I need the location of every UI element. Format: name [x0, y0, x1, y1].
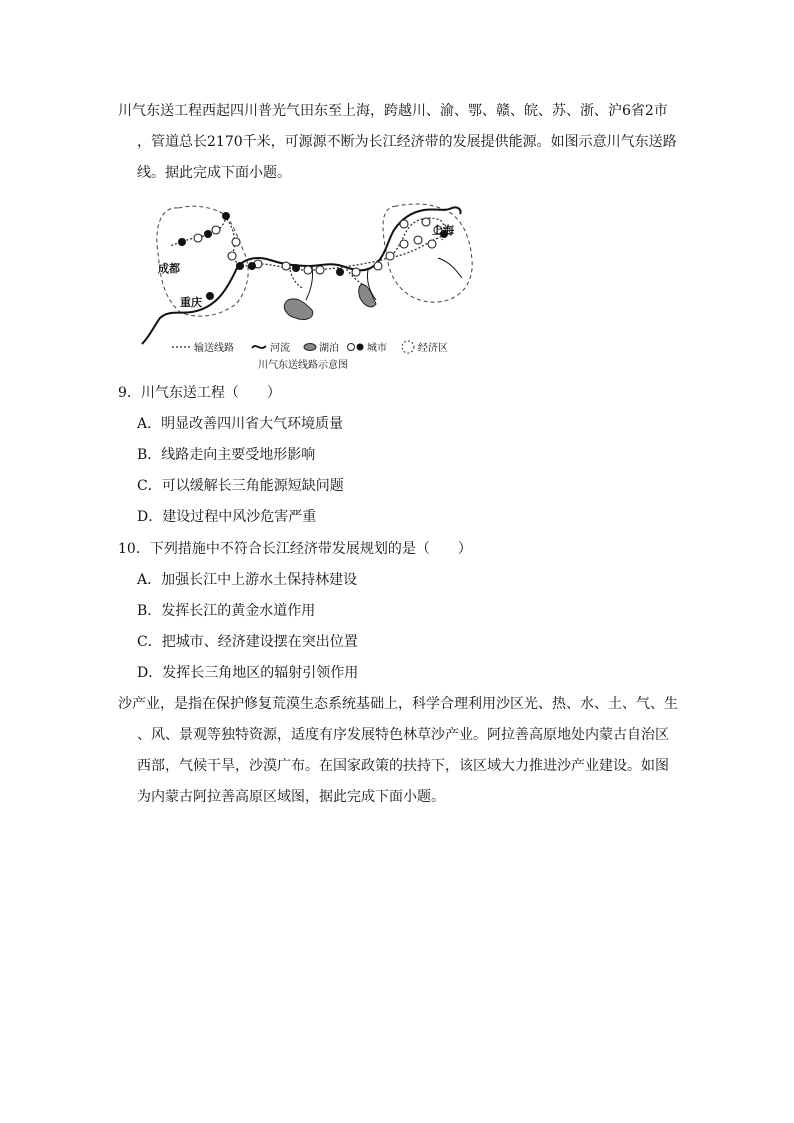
legend-river-label: 河流 — [270, 343, 290, 354]
q10-option-c: C．把城市、经济建设摆在突出位置 — [137, 634, 358, 650]
q9-option-b: B．线路走向主要受地形影响 — [137, 447, 316, 463]
intro-passage-2 — [118, 689, 678, 813]
legend-zone-label: 经济区 — [418, 343, 448, 354]
intro2-line-4: 为内蒙古阿拉善高原区域图，据此完成下面小题。 — [137, 789, 445, 805]
intro2-line-1: 沙产业，是指在保护修复荒漠生态系统基础上，科学合理利用沙区光、热、水、土、气、生 — [118, 696, 678, 712]
intro-passage-1 — [118, 96, 678, 189]
pipeline-map-svg — [140, 200, 485, 375]
map-caption: 川气东送线路示意图 — [258, 360, 348, 371]
q9-option-d: D．建设过程中风沙危害严重 — [137, 509, 317, 525]
city-label-chongqing: 重庆 — [180, 296, 202, 309]
question-10-stem: 10．下列措施中不符合长江经济带发展规划的是（ ） — [118, 541, 472, 557]
legend-city-label: 城市 — [367, 343, 387, 354]
legend-lake-label: 湖泊 — [319, 343, 339, 354]
intro1-line-2: ，管道总长2170千米，可源源不断为长江经济带的发展提供能源。如图示意川气东送路 — [137, 134, 677, 150]
map-legend — [172, 341, 448, 354]
pipeline-route — [170, 216, 452, 288]
pipeline-route-map — [140, 200, 485, 375]
yangtze-river — [142, 207, 461, 344]
q10-option-d: D．发挥长三角地区的辐射引领作用 — [137, 665, 359, 681]
intro1-line-3: 线。据此完成下面小题。 — [137, 165, 291, 181]
intro2-line-2: 、风、景观等独特资源，适度有序发展特色林草沙产业。阿拉善高原地处内蒙古自治区 — [137, 727, 669, 743]
q9-option-a: A．明显改善四川省大气环境质量 — [137, 416, 344, 432]
intro2-line-3: 西部，气候干旱，沙漠广布。在国家政策的扶持下，该区域大力推进沙产业建设。如图 — [137, 758, 669, 774]
q9-option-c: C．可以缓解长三角能源短缺问题 — [137, 478, 344, 494]
intro1-line-1: 川气东送工程西起四川普光气田东至上海，跨越川、渝、鄂、赣、皖、苏、浙、沪6省2市 — [118, 103, 668, 119]
q10-option-a: A．加强长江中上游水土保持林建设 — [137, 572, 358, 588]
city-label-shanghai: 上海 — [432, 224, 454, 237]
q10-option-b: B．发挥长江的黄金水道作用 — [137, 603, 316, 619]
lake-dongting — [284, 299, 313, 320]
question-9-stem: 9．川气东送工程（ ） — [118, 385, 281, 401]
city-label-chengdu: 成都 — [158, 262, 180, 275]
legend-route-label: 输送线路 — [194, 343, 234, 354]
